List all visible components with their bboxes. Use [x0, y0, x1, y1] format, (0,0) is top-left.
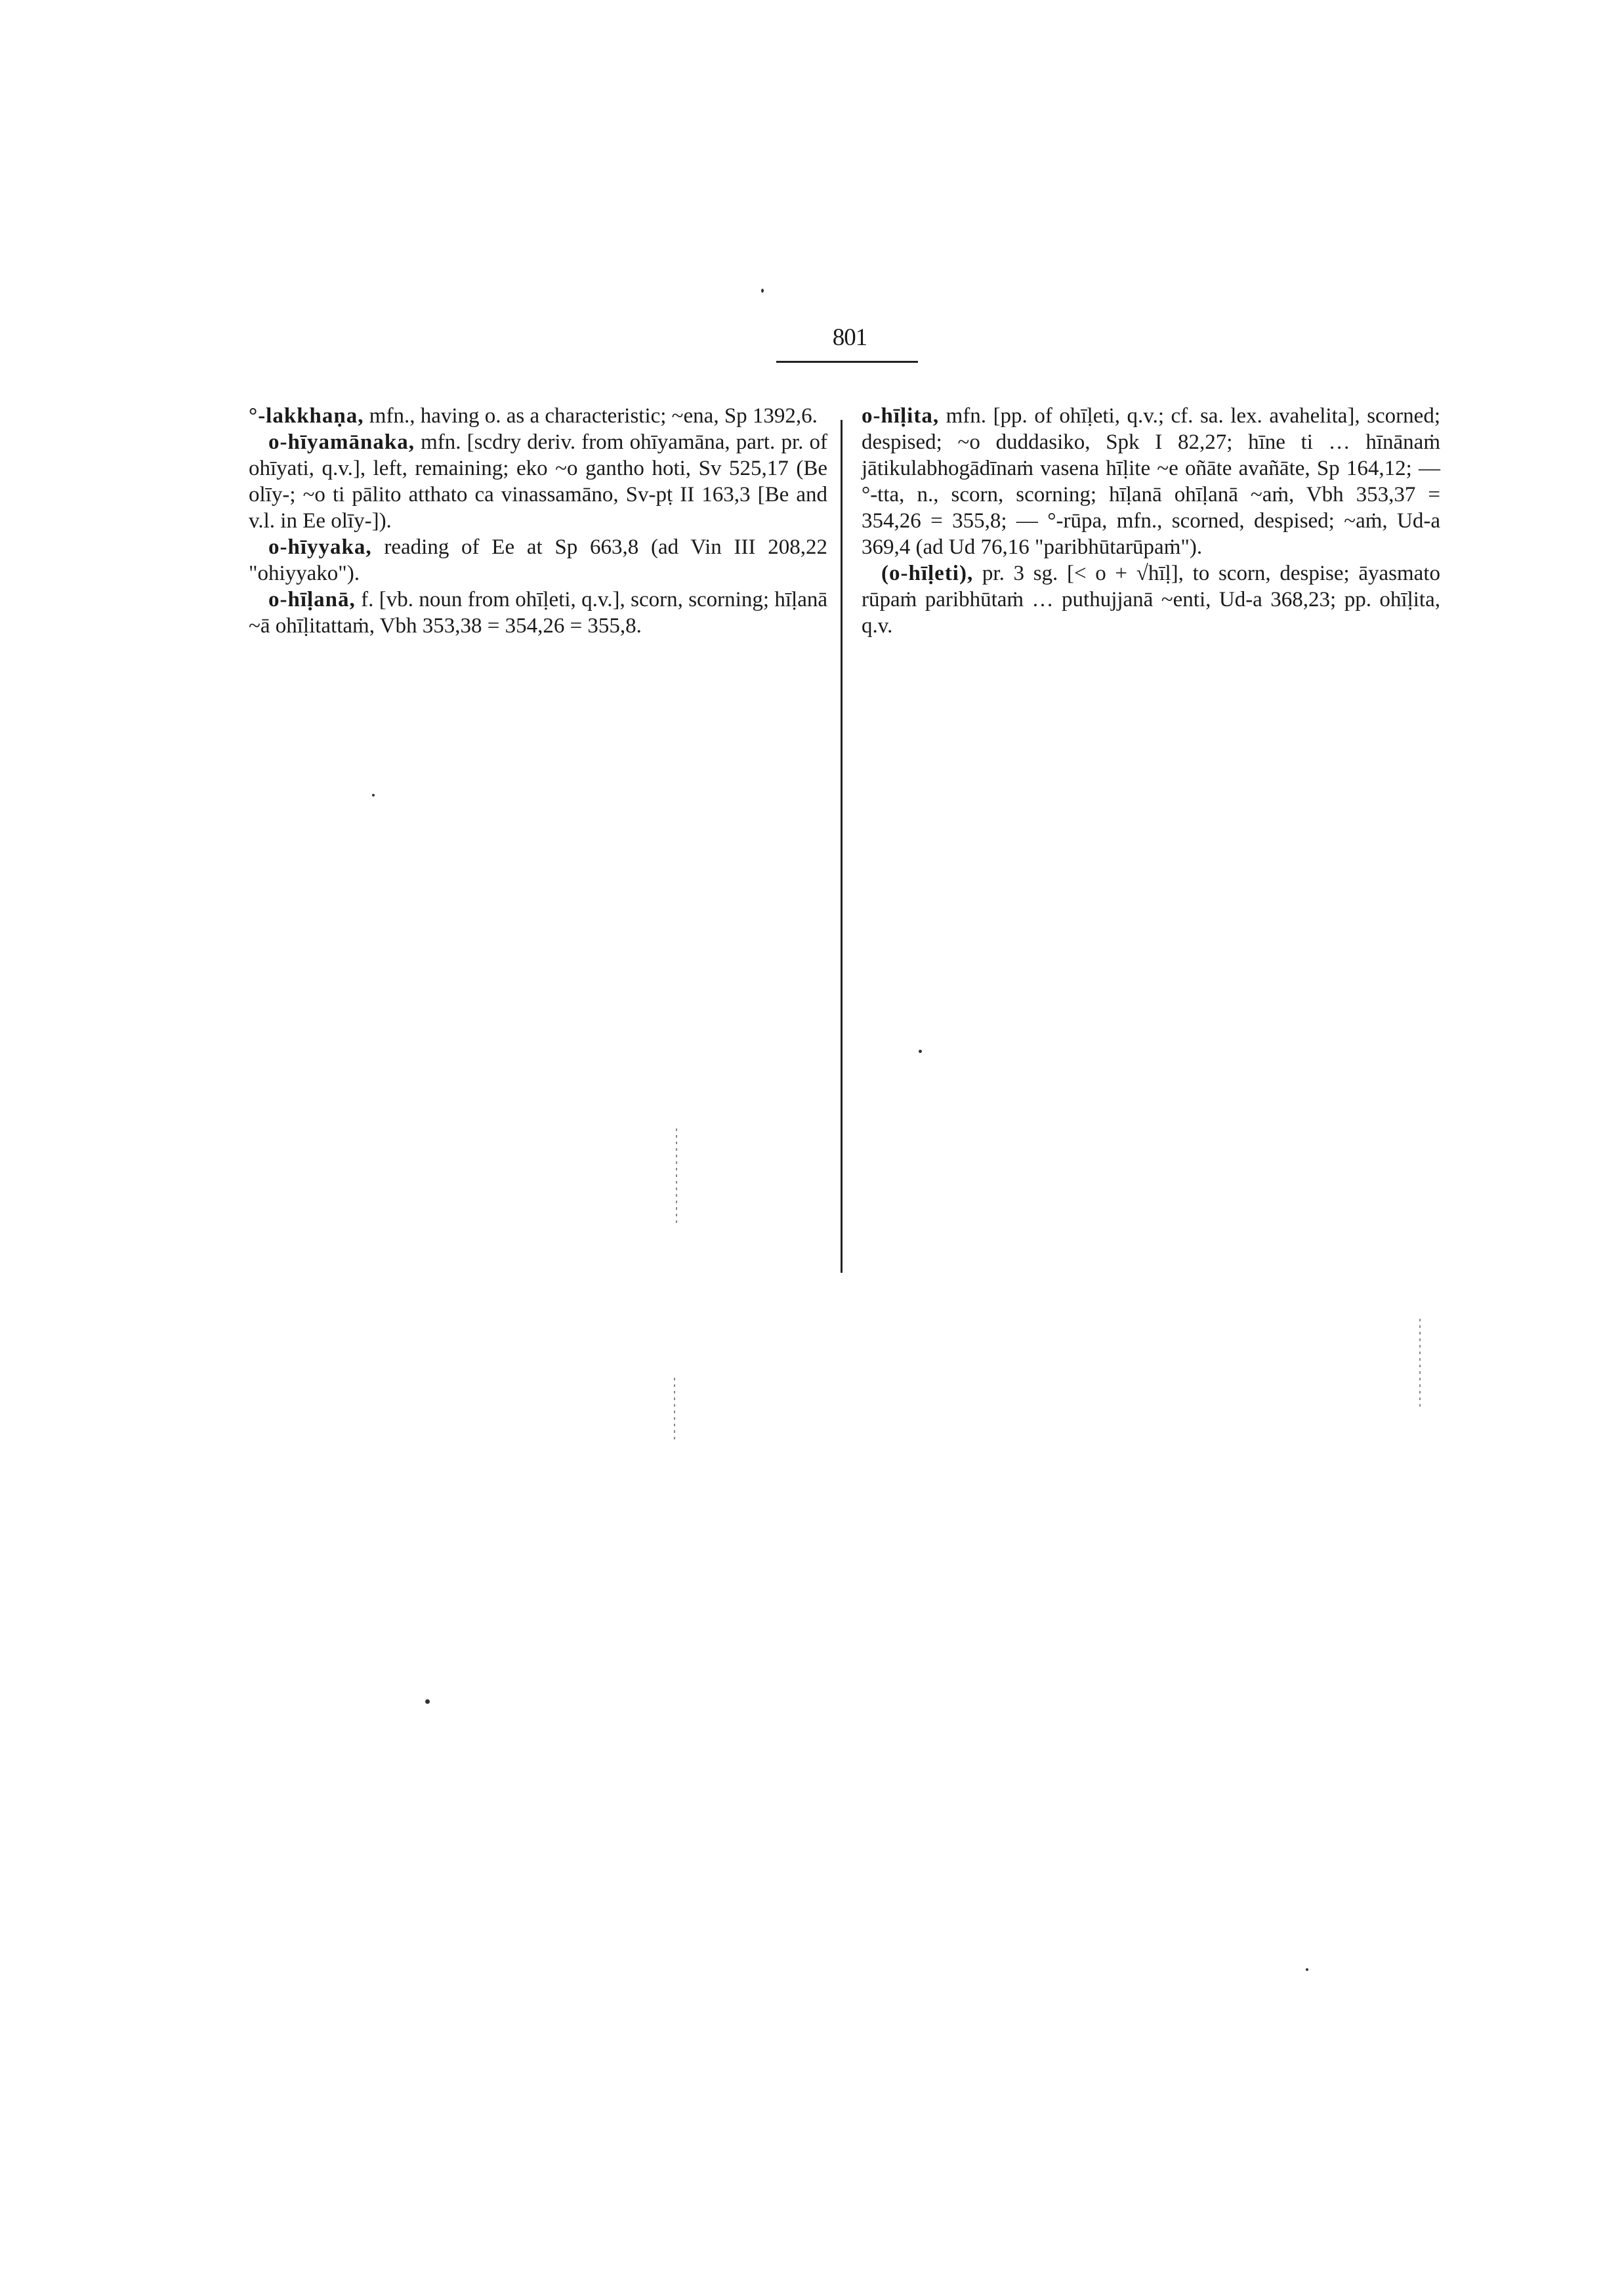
page-number: 801	[832, 324, 867, 351]
scan-speck	[761, 289, 764, 293]
dictionary-entry	[249, 429, 827, 534]
scan-streak	[676, 1128, 677, 1227]
entry-body: mfn., having o. as a characteristic; ~ena, Sp 1392,6.	[364, 404, 818, 428]
entry-body: reading of Ee at Sp 663,8 (ad Vin III 208,22 "ohiyyako").	[249, 535, 827, 585]
page-number-rule	[776, 361, 918, 363]
scan-streak	[674, 1378, 675, 1443]
scan-speck	[1306, 1968, 1308, 1971]
dictionary-entry	[862, 403, 1440, 560]
entry-headword: (o-hīḷeti),	[881, 562, 974, 585]
right-column	[862, 403, 1440, 639]
entry-headword: o-hīḷita,	[862, 404, 940, 428]
column-divider	[841, 420, 843, 1273]
scan-streak	[1419, 1319, 1421, 1411]
scan-speck	[372, 794, 375, 796]
scan-speck	[425, 1699, 430, 1704]
dictionary-entry	[249, 534, 827, 587]
entry-headword: o-hīyamānaka,	[268, 430, 415, 454]
entry-body: mfn. [pp. of ohīḷeti, q.v.; cf. sa. lex. avahelita], scorned; despised; ~o duddasiko, Spk I 82,27; hīne ti … hīnānaṁ jātikulabhogādīnaṁ vasena hīḷite ~e oñāte avañāte, Sp 164,12; — °-tta, n., scorn, scorning; hīḷanā ohīḷanā ~aṁ, Vbh 353,37 = 354,26 = 355,8; — °-rūpa, mfn., scorned, despised; ~aṁ, Ud-a 369,4 (ad Ud 76,16 "paribhūtarūpaṁ").	[862, 404, 1440, 559]
entry-headword: o-hīyyaka,	[268, 535, 372, 559]
dictionary-entry	[249, 403, 827, 429]
entry-headword: o-hīḷanā,	[268, 588, 356, 611]
entry-body: pr. 3 sg. [< o + √hīḷ], to scorn, despise; āyasmato rūpaṁ paribhūtaṁ … puthujjanā ~enti, Ud-a 368,23; pp. ohīḷita, q.v.	[862, 562, 1440, 638]
entry-headword: °-lakkhaṇa,	[249, 404, 364, 428]
dictionary-entry	[249, 587, 827, 639]
entry-body: mfn. [scdry deriv. from ohīyamāna, part. pr. of ohīyati, q.v.], left, remaining; eko ~o gantho hoti, Sv 525,17 (Be olīy-; ~o ti pālito atthato ca vinassamāno, Sv-pṭ II 163,3 [Be and v.l. in Ee olīy-]).	[249, 430, 827, 533]
dictionary-entry	[862, 560, 1440, 639]
entry-body: f. [vb. noun from ohīḷeti, q.v.], scorn, scorning; hīḷanā ~ā ohīḷitattaṁ, Vbh 353,38 = 354,26 = 355,8.	[249, 588, 827, 638]
left-column	[249, 403, 827, 639]
scan-speck	[919, 1050, 922, 1053]
